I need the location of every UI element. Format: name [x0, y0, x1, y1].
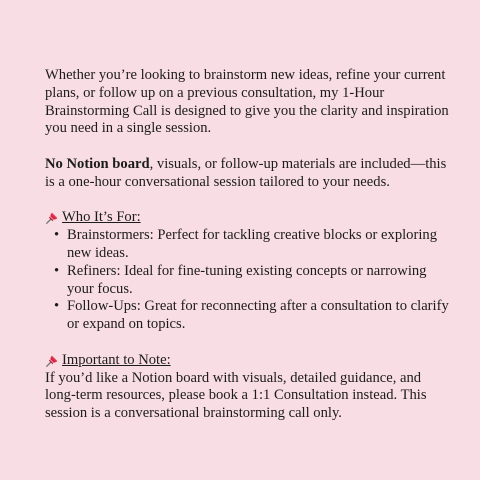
description-block: [45, 67, 455, 423]
important-heading: [45, 352, 455, 370]
who-for-heading: [45, 209, 455, 227]
important-paragraph: If you’d like a Notion board with visuals, detailed guidance, and long-term resources, please book a 1:1 Consultation instead. This session is a conversational brainstorming call only.: [45, 369, 427, 422]
important-heading-text: Important to Note:: [62, 351, 171, 368]
list-item: • Refiners: Ideal for fine-tuning existing concepts or narrowing your focus.: [45, 263, 455, 299]
spacer: [45, 192, 455, 210]
pushpin-icon: [45, 211, 59, 225]
notice-bold: No Notion board: [45, 155, 150, 172]
notice-paragraph: [45, 156, 455, 192]
who-for-heading-text: Who It’s For:: [62, 209, 141, 226]
spacer: [45, 334, 455, 352]
list-item: • Brainstormers: Perfect for tackling creative blocks or exploring new ideas.: [45, 227, 455, 263]
spacer: [45, 138, 455, 156]
notice-rest: , visuals, or follow-up materials are included—this is a one-hour conversational session tailored to your needs.: [45, 155, 447, 190]
who-for-list: [45, 227, 455, 334]
intro-paragraph: Whether you’re looking to brainstorm new ideas, refine your current plans, or follow up on a previous consultation, my 1-Hour Brainstorming Call is designed to give you the clarity and inspiration you need in a single session.: [45, 67, 449, 137]
list-item: • Follow-Ups: Great for reconnecting after a consultation to clarify or expand on topics.: [45, 298, 455, 334]
pushpin-icon: [45, 354, 59, 368]
